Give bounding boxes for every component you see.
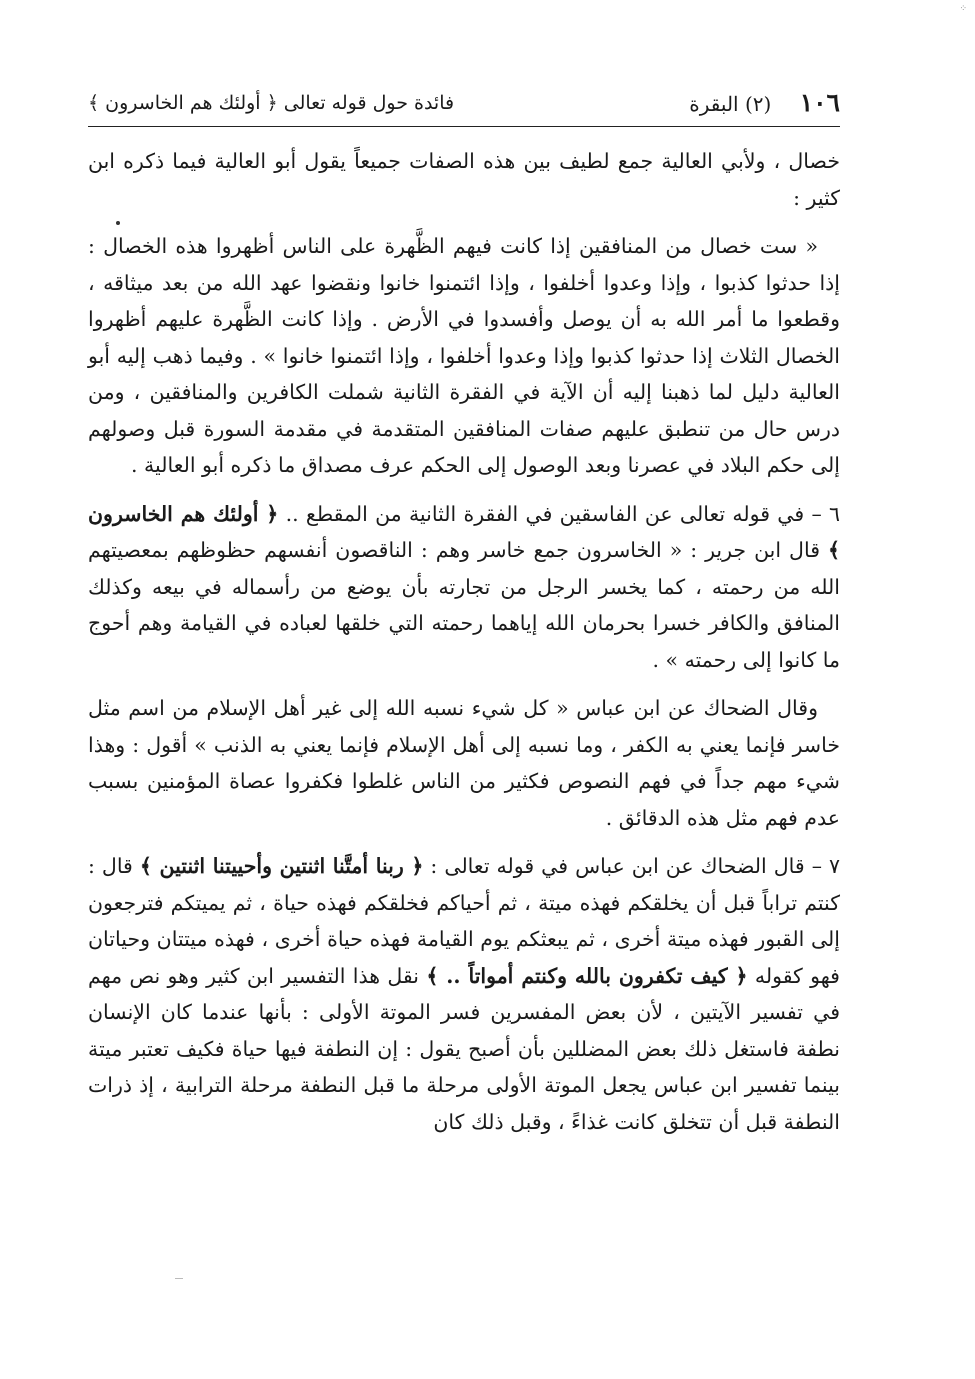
corner-marks: ⁘: [959, 4, 967, 14]
running-header: [88, 80, 840, 127]
bottom-mark: [175, 1278, 183, 1279]
section-title: فائدة حول قوله تعالى ﴿ أولئك هم الخاسرون ﴾: [88, 92, 455, 114]
paragraph-p2: [88, 228, 840, 484]
header-right: [689, 80, 840, 127]
paragraph-text: قال ابن جرير : « الخاسرون جمع خاسر وهم : الناقصون أنفسهم حظوظهم بمعصيتهم الله من رحمته ، كما يخسر الرجل من تجارته بأن يوضع من رأسماله في بيعه وكذلك المنافق والكافر خسرا بحرمان الله إياهما رحمته التي خلقها لعباده في القيامة وهم أحوج ما كانوا إلى رحمته » .: [88, 538, 840, 672]
quran-verse: ﴿ كيف تكفرون بالله وكنتم أمواتاً .. ﴾: [426, 963, 748, 988]
surah-label: (٢) البقرة: [689, 92, 772, 116]
paragraph-text: ٧ – قال الضحاك عن ابن عباس في قوله تعالى :: [423, 854, 840, 878]
paragraph-text: ٦ – في قوله تعالى عن الفاسقين في الفقرة الثانية من المقطع ..: [278, 501, 840, 526]
paragraph-p4: [88, 690, 840, 836]
stray-dot: [116, 221, 120, 225]
paragraph-text: قال : كنتم تراباً قبل أن يخلقكم فهذه ميتة ، ثم أحياكم فخلقكم فهذه حياة ، ثم يميتكم فترجعون إلى القبور فهذه ميتة أخرى ، ثم يبعثكم يوم القيامة فهذه حياة أخرى ، فهذه ميتتان وحياتان فهو كقوله: [88, 854, 840, 988]
paragraph-p1: [88, 143, 840, 216]
paragraph-p5: [88, 848, 840, 1140]
paragraph-p3: [88, 496, 840, 679]
body-text: [88, 143, 840, 1140]
paragraph-text: « ست خصال من المنافقين إذا كانت فيهم الظَّهرة على الناس أظهروا هذه الخصال : إذا حدثوا كذبوا ، وإذا وعدوا أخلفوا ، وإذا ائتمنوا خانوا ونقضوا عهد الله من بعد ميثاقه ، وقطعوا ما أمر الله به أن يوصل وأفسدوا في الأرض . وإذا كانت الظَّهرة عليهم أظهروا الخصال الثلاث إذا حدثوا كذبوا وإذا وعدوا أخلفوا ، وإذا ائتمنوا خانوا » . وفيما ذهب إليه أبو العالية دليل لما ذهبنا إليه أن الآية في الفقرة الثانية شملت الكافرين والمنافقين ، ومن درس حال من تنطبق عليهم صفات المنافقين المتقدمة في مقدمة السورة قبل وصولهم إلى حكم البلاد في عصرنا وبعد الوصول إلى الحكم عرف مصداق ما ذكره أبو العالية .: [88, 234, 840, 477]
quran-verse: ﴿ أولئك هم الخاسرون ﴾: [88, 501, 840, 562]
paragraph-text: خصال ، ولأبي العالية جمع لطيف بين هذه الصفات جميعاً يقول أبو العالية فيما ذكره ابن كثير :: [88, 149, 840, 210]
quran-verse: ﴿ ربنا أمتَّنا اثنتين وأحييتنا اثنتين ﴾: [139, 854, 424, 878]
paragraph-text: وقال الضحاك عن ابن عباس « كل شيء نسبه الله إلى غير أهل الإسلام من اسم مثل خاسر فإنما يعني به الكفر ، وما نسبه إلى أهل الإسلام فإنما يعني به الذنب » أقول : وهذا شيء مهم جداً في فهم النصوص فكثير من الناس غلطوا فكفروا عصاة المؤمنين بسبب عدم فهم مثل هذه الدقائق .: [88, 696, 840, 830]
book-page: [88, 80, 840, 1152]
paragraph-text: نقل هذا التفسير ابن كثير وهو نص مهم في تفسير الآيتين ، لأن بعض المفسرين فسر الموتة الأولى : بأنها عندما كان الإنسان نطفة فاستغل ذلك بعض المضللين بأن أصبح يقول : إن النطفة فيها حياة فكيف تعتبر ميتة بينما تفسير ابن عباس يجعل الموتة الأولى مرحلة ما قبل النطفة مرحلة الترابية ، إذ ذرات النطفة قبل أن تتخلق كانت غذاءً ، وقبل ذلك كان: [88, 963, 840, 1134]
page-number: ١٠٦: [799, 88, 840, 117]
